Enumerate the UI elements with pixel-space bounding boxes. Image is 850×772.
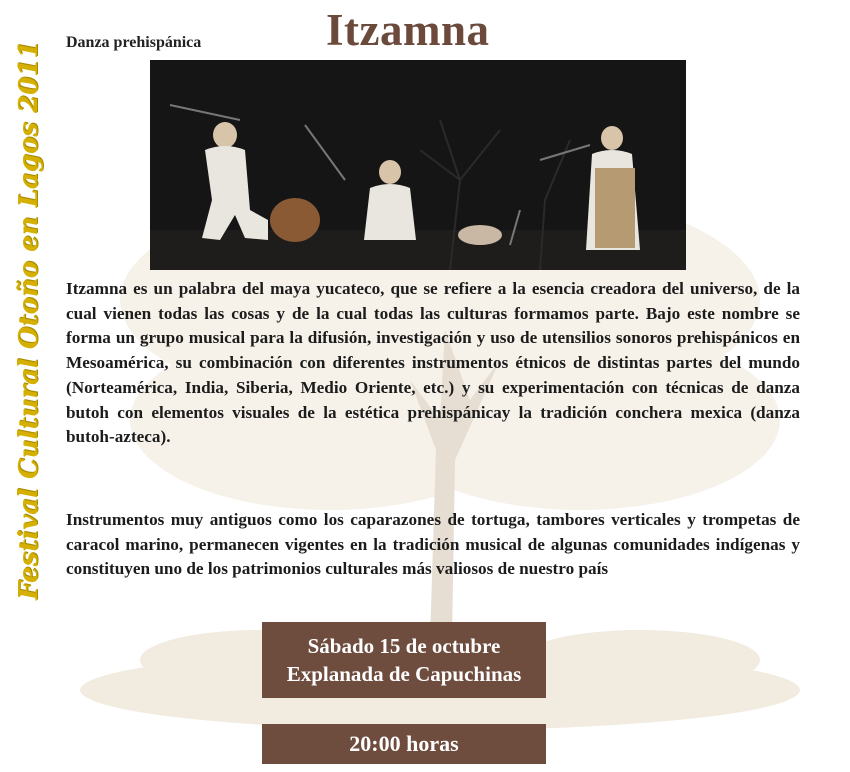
event-date: Sábado 15 de octubre bbox=[307, 634, 501, 658]
band-photo bbox=[150, 60, 686, 270]
event-time: 20:00 horas bbox=[349, 731, 459, 756]
event-time-box bbox=[262, 724, 546, 764]
event-title: Itzamna bbox=[326, 5, 490, 55]
event-venue: Explanada de Capuchinas bbox=[286, 662, 522, 686]
band-photo-illustration bbox=[150, 60, 686, 270]
event-date-venue-box bbox=[262, 622, 546, 698]
festival-side-title: Festival Cultural Otoño en Lagos 2011 bbox=[14, 40, 44, 600]
description-paragraph-2: Instrumentos muy antiguos como los caparazones de tortuga, tambores verticales y trompetas de caracol marino, permanecen vigentes en la tradición musical de algunas comunidades indígenas y constituyen uno de los patrimonios culturales más valiosos de nuestro país bbox=[66, 510, 800, 579]
event-category: Danza prehispánica bbox=[66, 34, 202, 51]
description-paragraph-1: Itzamna es un palabra del maya yucateco, que se refiere a la esencia creadora del universo, de la cual vienen todas las cosas y de la cual todas las culturas formamos parte. Bajo este nombre se forma un grupo musical para la difusión, investigación y uso de utensilios sonoros prehispánicos en Mesoamérica, su combinación con diferentes instrumentos étnicos de distintas partes del mundo (Norteamérica, India, Siberia, Medio Oriente, etc.) y su experimentación con técnicas de danza butoh con elementos visuales de la estética prehispánicay la tradición conchera mexica (danza butoh-azteca). bbox=[66, 279, 800, 447]
